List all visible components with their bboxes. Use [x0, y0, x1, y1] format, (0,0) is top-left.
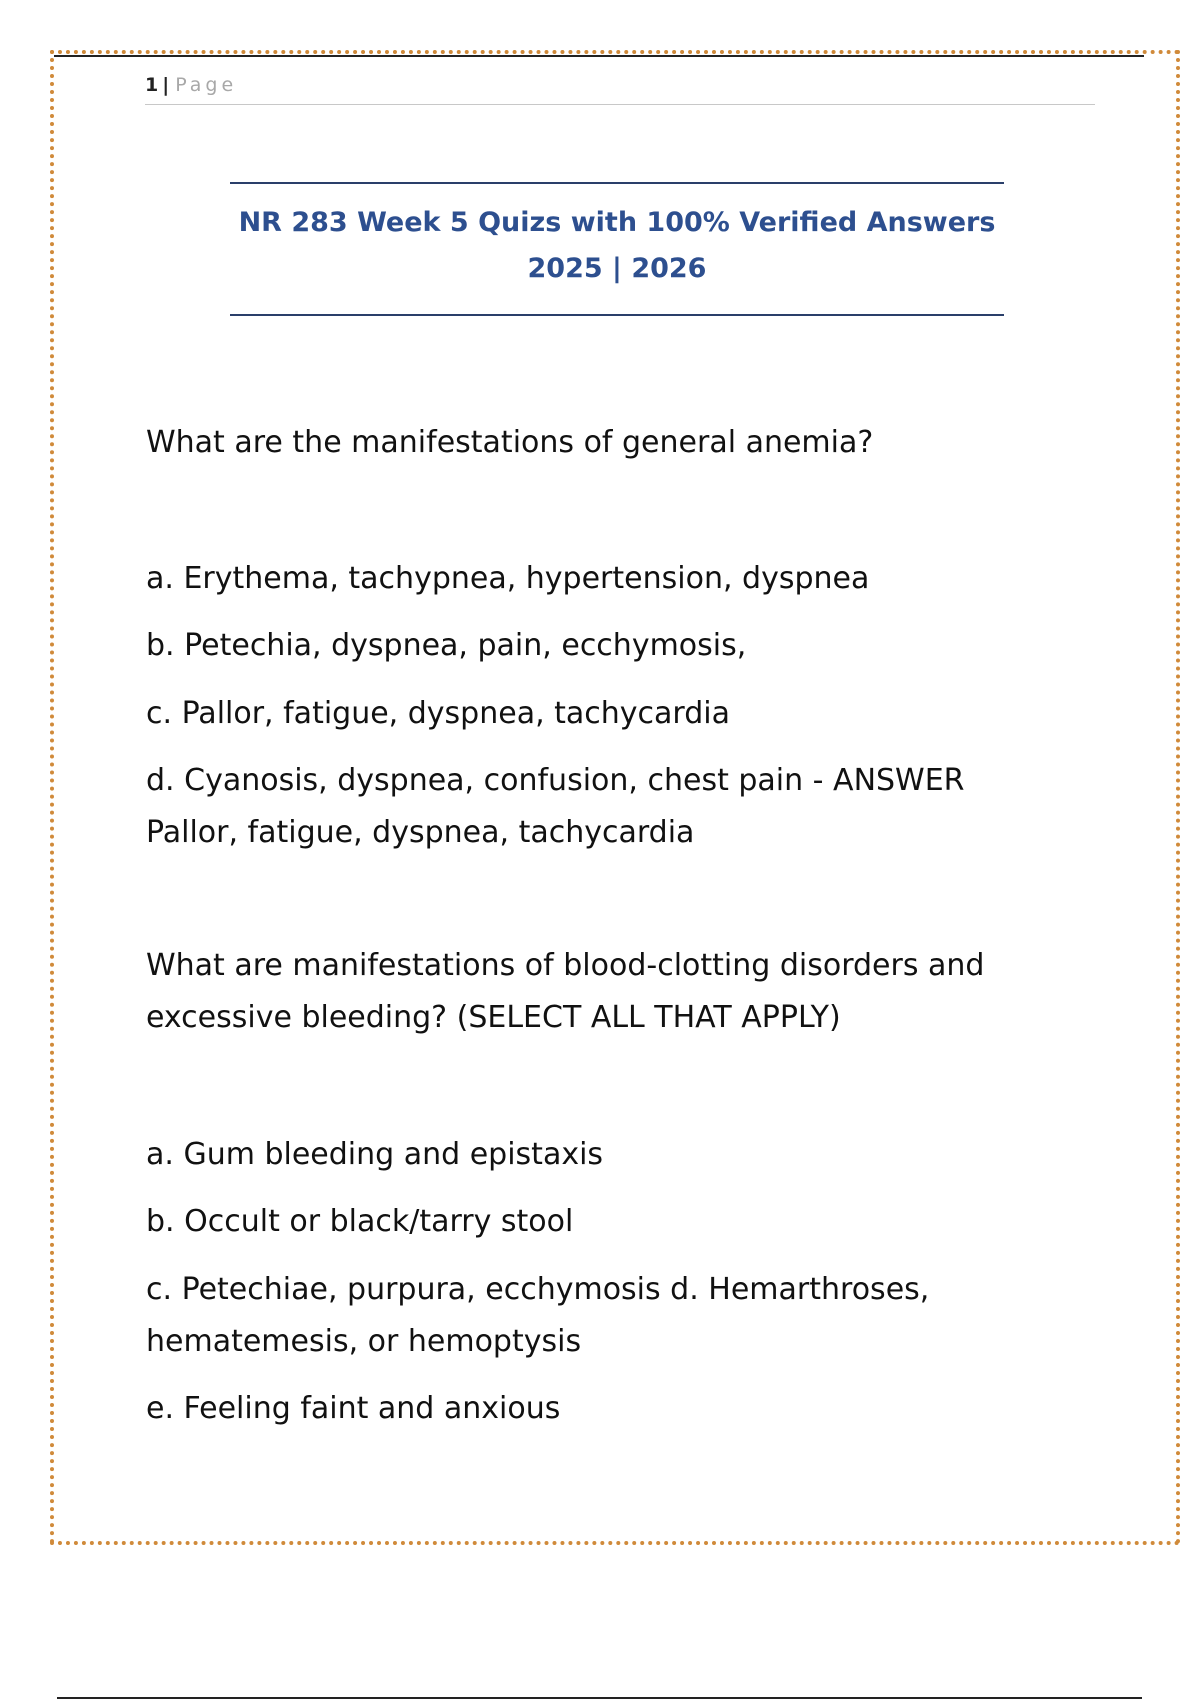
- top-rule: [54, 55, 1144, 57]
- page-number: 1: [145, 74, 159, 96]
- question-1-option-d: d. Cyanosis, dyspnea, confusion, chest pain - ANSWER Pallor, fatigue, dyspnea, tachycardia: [146, 763, 965, 850]
- question-2-option-c: c. Petechiae, purpura, ecchymosis d. Hemarthroses, hematemesis, or hemoptysis: [146, 1272, 930, 1359]
- bottom-rule: [57, 1697, 1142, 1699]
- question-1-option-b: b. Petechia, dyspnea, pain, ecchymosis,: [146, 628, 747, 663]
- header-separator: |: [162, 74, 170, 96]
- question-2-option-b: b. Occult or black/tarry stool: [146, 1204, 574, 1239]
- question-2-option-a: a. Gum bleeding and epistaxis: [146, 1137, 604, 1172]
- question-2-option-e: e. Feeling faint and anxious: [146, 1391, 561, 1426]
- question-2-text: What are manifestations of blood-clotting disorders and excessive bleeding? (SELECT ALL THAT APPLY): [146, 948, 985, 1035]
- title-line-1: NR 283 Week 5 Quizs with 100% Verified Answers: [238, 207, 996, 238]
- page-label: Page: [175, 74, 238, 96]
- question-1-option-a: a. Erythema, tachypnea, hypertension, dyspnea: [146, 561, 870, 596]
- question-1-text: What are the manifestations of general anemia?: [146, 425, 874, 460]
- title-line-2: 2025 | 2026: [527, 253, 707, 284]
- page-header: [145, 74, 1095, 105]
- document-title: [230, 182, 1004, 316]
- question-1-option-c: c. Pallor, fatigue, dyspnea, tachycardia: [146, 696, 731, 731]
